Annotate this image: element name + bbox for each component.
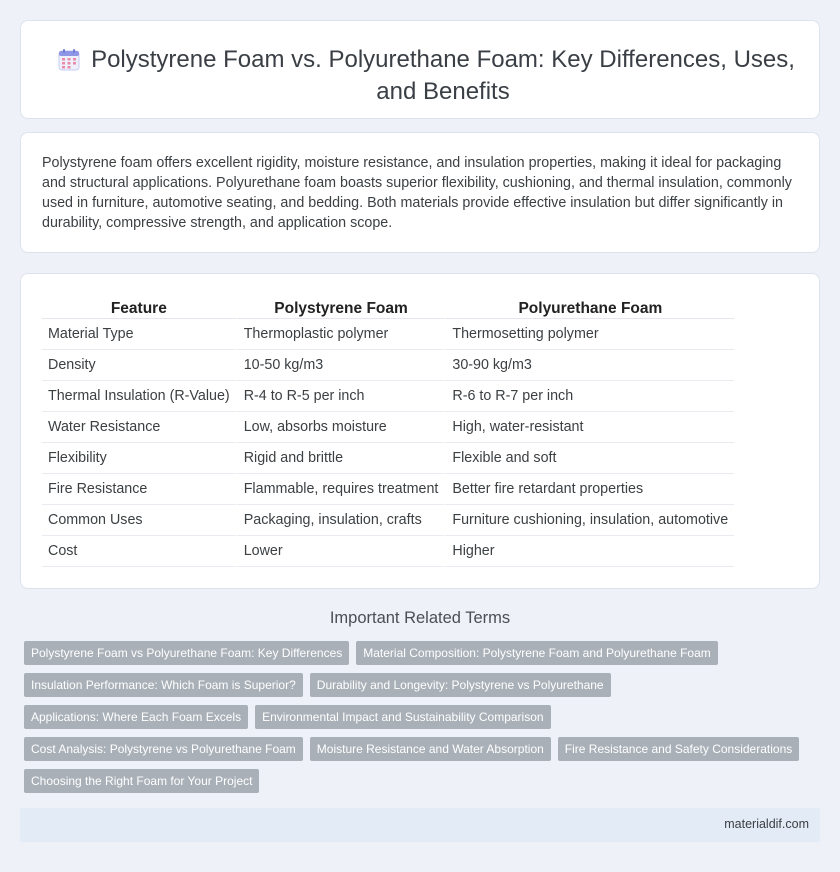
- table-cell: Rigid and brittle: [236, 443, 445, 474]
- related-terms-list: [24, 641, 814, 793]
- comparison-table-card: [20, 273, 820, 589]
- table-cell: Better fire retardant properties: [444, 474, 734, 505]
- table-cell: Furniture cushioning, insulation, automotive: [444, 505, 734, 536]
- related-term-tag[interactable]: Fire Resistance and Safety Considerations: [558, 737, 799, 761]
- header-card: [20, 20, 820, 119]
- table-cell: Thermosetting polymer: [444, 319, 734, 350]
- footer: [20, 808, 820, 842]
- table-cell: 30-90 kg/m3: [444, 350, 734, 381]
- table-cell: Flexibility: [42, 443, 236, 474]
- footer-site-name: materialdif.com: [724, 817, 809, 831]
- table-cell: Water Resistance: [42, 412, 236, 443]
- table-cell: Flexible and soft: [444, 443, 734, 474]
- intro-paragraph: Polystyrene foam offers excellent rigidity, moisture resistance, and insulation properties, making it ideal for packaging and structural applications. Polyurethane foam boasts superior flexibility, cushioning, and thermal insulation, commonly used in furniture, automotive seating, and bedding. Both materials provide effective insulation but differ significantly in durability, compressive strength, and application scope.: [42, 155, 792, 231]
- table-row: [42, 505, 734, 536]
- table-row: [42, 412, 734, 443]
- header-polyurethane: Polyurethane Foam: [444, 297, 734, 319]
- table-cell: Material Type: [42, 319, 236, 350]
- table-cell: Packaging, insulation, crafts: [236, 505, 445, 536]
- intro-card: [20, 132, 820, 253]
- page-title: Polystyrene Foam vs. Polyurethane Foam: Key Differences, Uses, and Benefits: [91, 46, 795, 105]
- related-term-tag[interactable]: Moisture Resistance and Water Absorption: [310, 737, 551, 761]
- table-cell: Lower: [236, 536, 445, 567]
- related-term-tag[interactable]: Choosing the Right Foam for Your Project: [24, 769, 259, 793]
- table-cell: 10-50 kg/m3: [236, 350, 445, 381]
- table-cell: Fire Resistance: [42, 474, 236, 505]
- table-cell: Common Uses: [42, 505, 236, 536]
- related-term-tag[interactable]: Environmental Impact and Sustainability Comparison: [255, 705, 550, 729]
- table-row: [42, 536, 734, 567]
- table-row: [42, 319, 734, 350]
- related-term-tag[interactable]: Insulation Performance: Which Foam is Superior?: [24, 673, 303, 697]
- header-polystyrene: Polystyrene Foam: [236, 297, 445, 319]
- header-feature: Feature: [42, 297, 236, 319]
- table-cell: Thermoplastic polymer: [236, 319, 445, 350]
- related-terms-heading: Important Related Terms: [329, 609, 511, 627]
- table-header-row: [42, 297, 734, 319]
- table-cell: High, water-resistant: [444, 412, 734, 443]
- related-term-tag[interactable]: Material Composition: Polystyrene Foam and Polyurethane Foam: [356, 641, 718, 665]
- table-row: [42, 381, 734, 412]
- table-cell: Density: [42, 350, 236, 381]
- table-cell: Thermal Insulation (R-Value): [42, 381, 236, 412]
- table-cell: Cost: [42, 536, 236, 567]
- table-cell: Higher: [444, 536, 734, 567]
- related-term-tag[interactable]: Durability and Longevity: Polystyrene vs Polyurethane: [310, 673, 611, 697]
- related-term-tag[interactable]: Applications: Where Each Foam Excels: [24, 705, 248, 729]
- comparison-table: [42, 297, 734, 567]
- calendar-icon: [58, 49, 80, 71]
- table-cell: R-4 to R-5 per inch: [236, 381, 445, 412]
- table-row: [42, 474, 734, 505]
- related-term-tag[interactable]: Cost Analysis: Polystyrene vs Polyurethane Foam: [24, 737, 303, 761]
- table-row: [42, 350, 734, 381]
- table-row: [42, 443, 734, 474]
- table-cell: Flammable, requires treatment: [236, 474, 445, 505]
- table-cell: R-6 to R-7 per inch: [444, 381, 734, 412]
- related-term-tag[interactable]: Polystyrene Foam vs Polyurethane Foam: Key Differences: [24, 641, 349, 665]
- table-cell: Low, absorbs moisture: [236, 412, 445, 443]
